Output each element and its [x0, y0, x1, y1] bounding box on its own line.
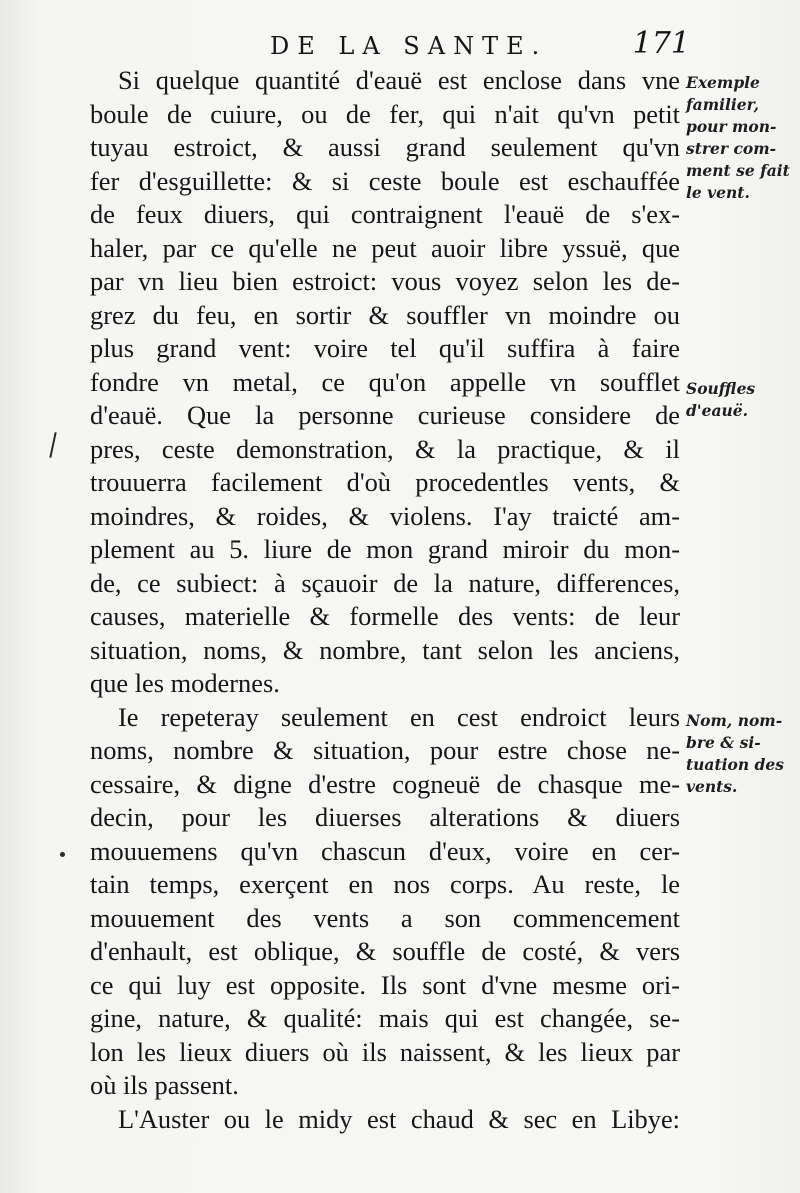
text-line: grez du feu, en sortir & souffler vn moindre ou: [90, 299, 680, 330]
margin-note-line: Nom, nom-: [686, 711, 783, 730]
page-number: 171: [632, 26, 690, 61]
text-line: par vn lieu bien estroict: vous voyez selon les de-: [90, 266, 680, 296]
margin-note-souffles: [686, 378, 798, 422]
margin-note-line: familier,: [686, 95, 760, 114]
text-line: trouuerra facilement d'où procedentles vents, &: [90, 467, 680, 497]
text-line: Ie repeteray seulement en cest endroict leurs: [118, 701, 680, 732]
margin-note-line: tuation des: [686, 755, 784, 774]
text-line: tuyau estroict, & aussi grand seulement qu'vn: [90, 132, 680, 162]
margin-note-line: le vent.: [686, 183, 750, 202]
text-line: de, ce subiect: à sçauoir de la nature, differences,: [90, 567, 680, 598]
text-line: L'Auster ou le midy est chaud & sec en Libye:: [118, 1103, 680, 1134]
text-line: boule de cuiure, ou de fer, qui n'ait qu'vn petit: [90, 98, 680, 129]
text-line: cessaire, & digne d'estre cogneuë de chasque me-: [90, 768, 680, 799]
margin-note-line: strer com-: [686, 139, 777, 158]
text-line: mouuemens qu'vn chascun d'eux, voire en cer-: [90, 835, 680, 866]
text-line: plus grand vent: voire tel qu'il suffira à faire: [90, 333, 680, 363]
margin-note-line: ment se fait: [686, 161, 790, 180]
text-line: mouuement des vents a son commencement: [90, 902, 680, 933]
text-line: moindres, & roides, & violens. I'ay traicté am-: [90, 500, 680, 531]
ink-mark: [49, 432, 56, 458]
text-line: de feux diuers, qui contraignent l'eauë de s'ex-: [90, 199, 680, 229]
ink-dot: [60, 852, 65, 857]
text-line: d'enhault, est oblique, & souffle de costé, & vers: [90, 936, 680, 966]
text-line: haler, par ce qu'elle ne peut auoir libre yssuë, que: [90, 232, 680, 263]
margin-note-example: [686, 72, 798, 204]
text-line: lon les lieux diuers où ils naissent, & les lieux par: [90, 1036, 680, 1067]
margin-note-nom: [686, 710, 798, 798]
text-line: decin, pour les diuerses alterations & diuers: [90, 802, 680, 832]
text-line: situation, noms, & nombre, tant selon les anciens,: [90, 634, 680, 665]
margin-note-line: Souffles: [686, 379, 756, 398]
text-line: où ils passent.: [90, 1070, 239, 1100]
text-line: d'eauë. Que la personne curieuse considere de: [90, 400, 680, 430]
text-line: causes, materielle & formelle des vents: de leur: [90, 601, 680, 631]
text-line: noms, nombre & situation, pour estre chose ne-: [90, 735, 680, 765]
body-text: [90, 64, 680, 1136]
page-header: [230, 26, 700, 66]
text-line: fer d'esguillette: & si ceste boule est eschauffée: [90, 165, 680, 196]
text-line: que les modernes.: [90, 668, 280, 698]
text-line: Si quelque quantité d'eauë est enclose dans vne: [118, 65, 680, 95]
text-line: ce qui luy est opposite. Ils sont d'vne mesme ori-: [90, 969, 680, 1000]
text-line: fondre vn metal, ce qu'on appelle vn soufflet: [90, 366, 680, 397]
margin-note-line: vents.: [686, 777, 738, 796]
margin-note-line: d'eauë.: [686, 401, 749, 420]
running-title: DE LA SANTE.: [270, 32, 548, 60]
text-line: gine, nature, & qualité: mais qui est changée, se-: [90, 1003, 680, 1033]
text-line: pres, ceste demonstration, & la practique, & il: [90, 433, 680, 464]
text-line: plement au 5. liure de mon grand miroir du mon-: [90, 534, 680, 564]
text-line: tain temps, exerçent en nos corps. Au reste, le: [90, 869, 680, 899]
margin-note-line: pour mon-: [686, 117, 777, 136]
margin-note-line: bre & si-: [686, 733, 761, 752]
margin-note-line: Exemple: [686, 73, 760, 92]
